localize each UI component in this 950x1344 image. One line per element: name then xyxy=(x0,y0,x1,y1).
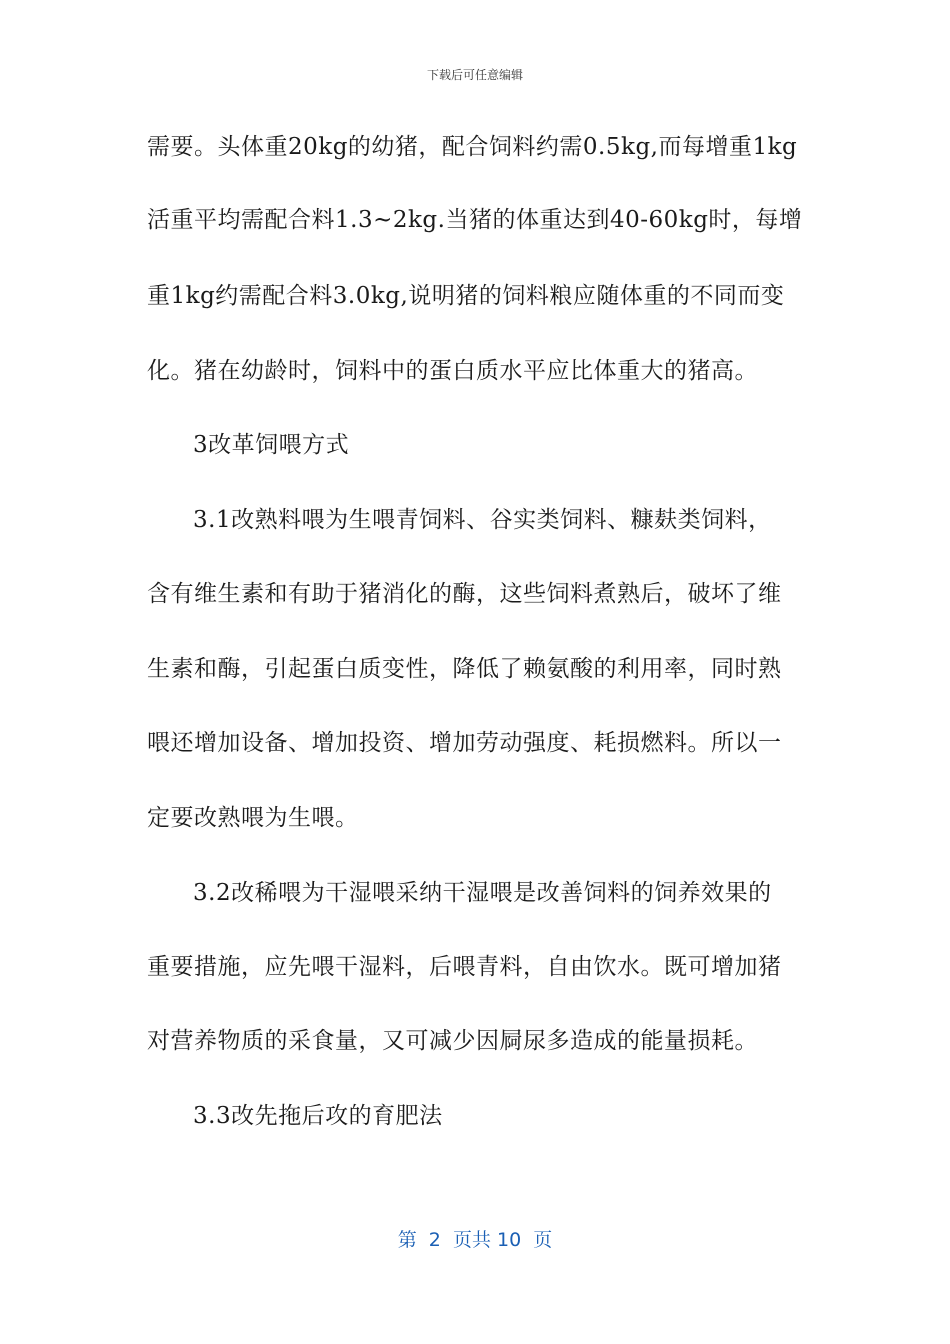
text-line: 需要。头体重20kg的幼猪，配合饲料约需0.5kg,而每增重1kg xyxy=(147,134,798,160)
text-line: 定要改熟喂为生喂。 xyxy=(147,805,359,831)
text-line: 生素和酶，引起蛋白质变性，降低了赖氨酸的利用率，同时熟 xyxy=(147,656,782,682)
text-line: 活重平均需配合料1.3~2kg.当猪的体重达到40-60kg时，每增 xyxy=(147,207,803,233)
section-heading: 3改革饲喂方式 xyxy=(193,432,350,458)
text-line: 喂还增加设备、增加投资、增加劳动强度、耗损燃料。所以一 xyxy=(147,730,782,756)
text-line: 重要措施，应先喂干湿料，后喂青料，自由饮水。既可增加猪 xyxy=(147,954,782,980)
text-line: 对营养物质的采食量，又可减少因屙尿多造成的能量损耗。 xyxy=(147,1028,758,1054)
text-line: 3.1改熟料喂为生喂青饲料、谷实类饲料、糠麸类饲料， xyxy=(193,507,772,533)
text-line: 含有维生素和有助于猪消化的酶，这些饲料煮熟后，破坏了维 xyxy=(147,581,782,607)
text-line: 化。猪在幼龄时，饲料中的蛋白质水平应比体重大的猪高。 xyxy=(147,358,758,384)
page-number-footer: 第 2 页共 10 页 xyxy=(397,1229,553,1251)
text-line: 3.2改稀喂为干湿喂采纳干湿喂是改善饲料的饲养效果的 xyxy=(193,880,772,906)
section-heading: 3.3改先拖后攻的育肥法 xyxy=(193,1103,443,1129)
page-header: 下载后可任意编辑 xyxy=(426,68,523,82)
text-line: 重1kg约需配合料3.0kg,说明猪的饲料粮应随体重的不同而变 xyxy=(147,283,785,309)
